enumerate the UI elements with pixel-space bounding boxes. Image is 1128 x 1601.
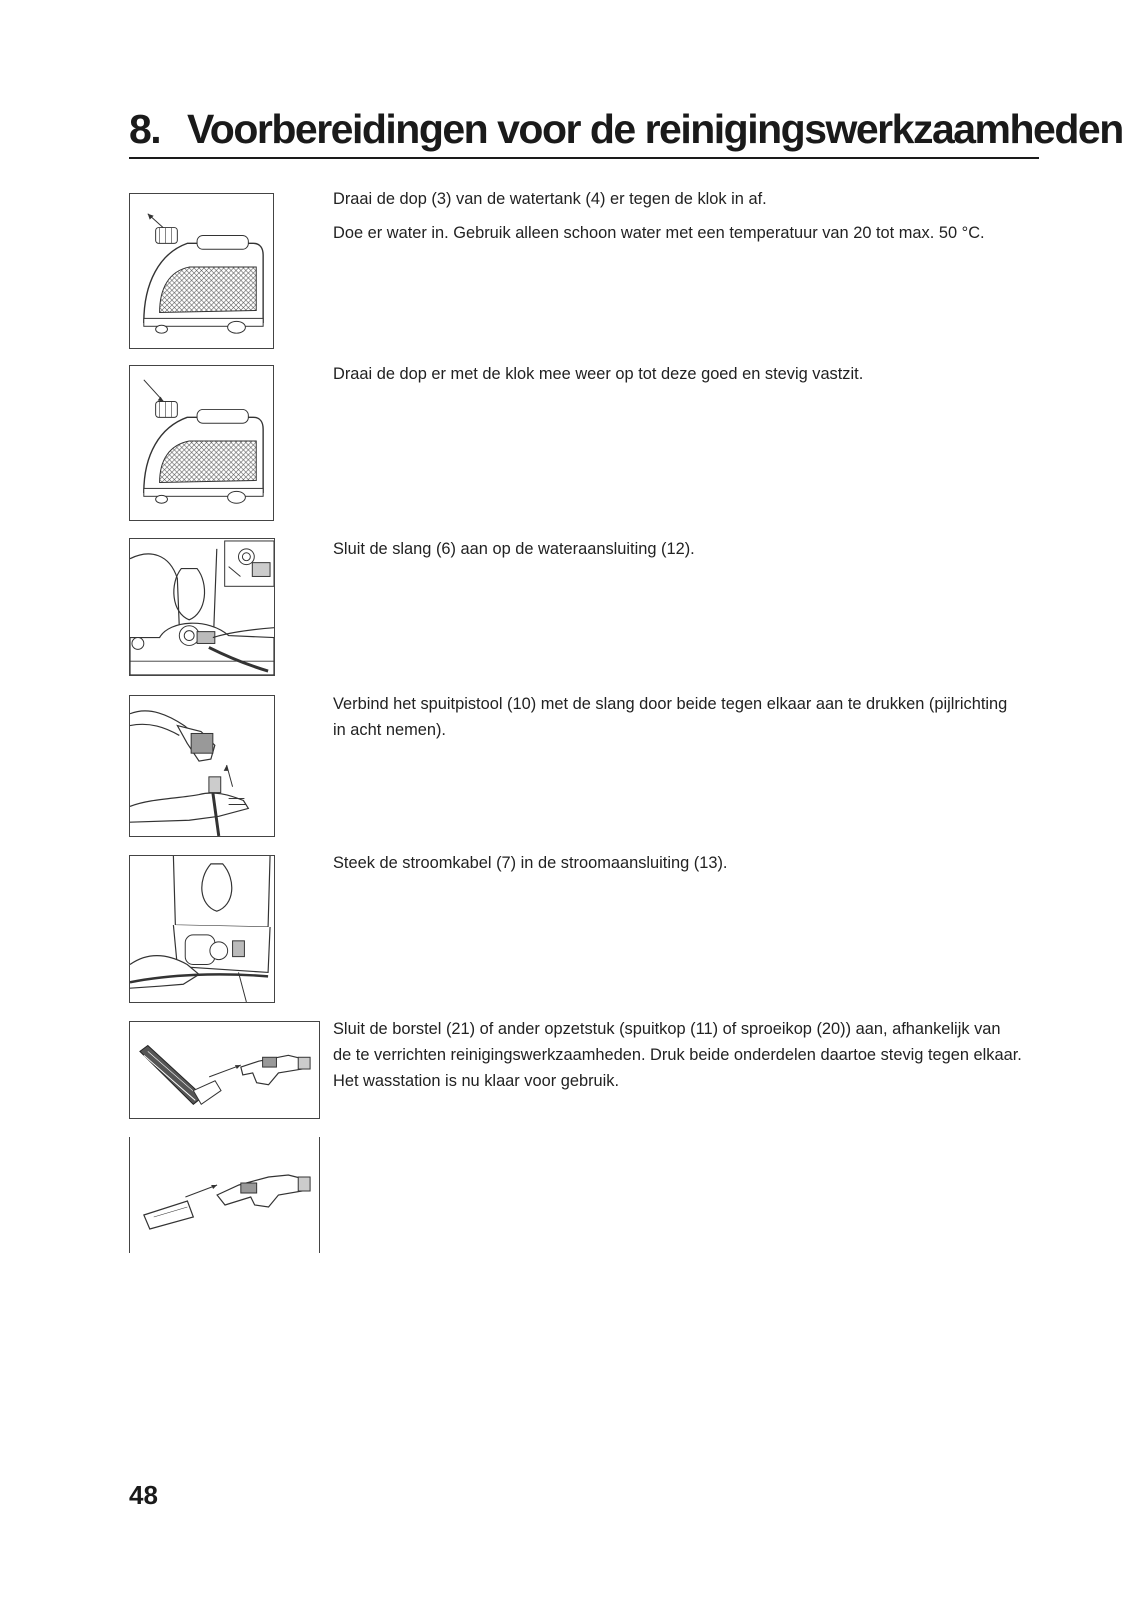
step-5-paragraph-1: Steek de stroomkabel (7) in de stroomaansluiting (13). <box>333 854 728 872</box>
brush-attachment-illustration <box>129 1021 320 1119</box>
step-2-text <box>333 361 1023 395</box>
step-6-paragraph-1: Sluit de borstel (21) of ander opzetstuk (spuitkop (11) of sproeikop (20)) aan, afhankelijk van de te verrichten reinigingswerkzaamheden. Druk beide onderdelen daartoe stevig tegen elkaar. Het wasstation is nu klaar voor gebruik. <box>333 1020 1022 1090</box>
page-number: 48 <box>129 1480 158 1510</box>
spray-gun-hose-illustration <box>129 695 275 837</box>
step-5-text <box>333 850 1023 884</box>
water-tank-cap-open-illustration <box>129 193 274 349</box>
section-heading <box>129 106 1123 153</box>
step-3-paragraph-1: Sluit de slang (6) aan op de wateraansluiting (12). <box>333 540 695 558</box>
hose-connection-illustration <box>129 538 275 676</box>
power-cable-connection-illustration <box>129 855 275 1003</box>
step-6-text <box>333 1016 1023 1102</box>
section-title: Voorbereidingen voor de reinigingswerkzaamheden <box>187 106 1123 152</box>
step-4-paragraph-1: Verbind het spuitpistool (10) met de slang door beide tegen elkaar aan te drukken (pijlrichting in acht nemen). <box>333 695 1008 739</box>
step-3-text <box>333 536 1023 570</box>
step-1-paragraph-2: Doe er water in. Gebruik alleen schoon water met een temperatuur van 20 tot max. 50 °C. <box>333 224 985 242</box>
water-tank-cap-close-illustration <box>129 365 274 521</box>
heading-underline <box>129 157 1039 159</box>
section-number: 8. <box>129 106 161 152</box>
step-1-paragraph-1: Draai de dop (3) van de watertank (4) er tegen de klok in af. <box>333 190 767 208</box>
step-1-text <box>333 186 1023 254</box>
nozzle-attachment-illustration <box>129 1137 320 1253</box>
step-4-text <box>333 691 1023 751</box>
step-2-paragraph-1: Draai de dop er met de klok mee weer op tot deze goed en stevig vastzit. <box>333 365 864 383</box>
